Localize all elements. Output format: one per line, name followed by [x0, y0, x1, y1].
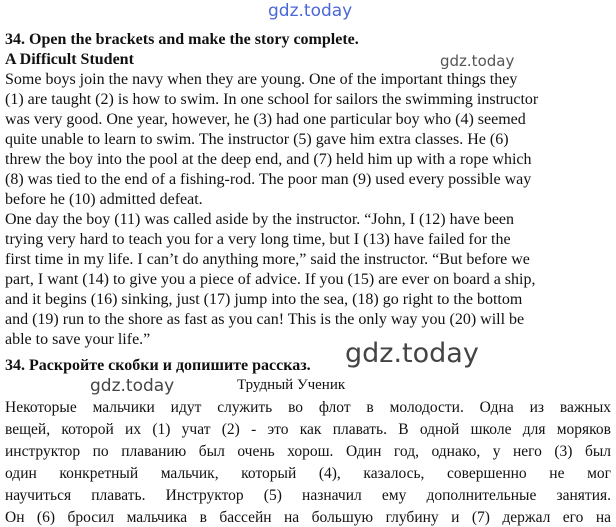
russian-line: Некоторые мальчики идут служить во флот в молодости. Одна из важных: [5, 399, 611, 416]
russian-story-text: [5, 400, 611, 527]
russian-line: инструктор по плаванию был очень хорош. Один год, однако, у него (3) был: [5, 443, 611, 460]
english-line: (8) was tied to the end of a fishing-rod. The poor man (9) used every possible way: [5, 171, 532, 188]
russian-line: вещей, которой их (1) учат (2) - это как плавать. В одной школе для моряков: [5, 421, 611, 438]
english-line: before he (10) admitted defeat.: [5, 191, 203, 208]
russian-exercise-heading: 34. Раскройте скобки и допишите рассказ.: [5, 357, 311, 374]
english-line: and it begins (16) sinking, just (17) jump into the sea, (18) go right to the bottom: [5, 291, 523, 308]
watermark-top: gdz.today: [268, 1, 353, 21]
english-line: first time in my life. I can’t do anything more,” said the instructor. “But before we: [5, 251, 530, 268]
english-story-text: [5, 72, 538, 352]
english-line: trying very hard to teach you for a very long time, but I (13) have failed for the: [5, 231, 511, 248]
english-exercise-heading: 34. Open the brackets and make the story complete.: [5, 31, 359, 48]
english-line: and (19) run to the shore as fast as you can! This is the only way you (20) will be: [5, 311, 525, 328]
russian-story-title: Трудный Ученик: [237, 377, 346, 393]
english-story-title: A Difficult Student: [5, 51, 134, 68]
english-line: Some boys join the navy when they are young. One of the important things they: [5, 71, 518, 88]
english-line: (1) are taught (2) is how to swim. In one school for sailors the swimming instructor: [5, 91, 539, 108]
english-line: part, I want (14) to give you a piece of advice. If you (15) are ever on board a ship,: [5, 271, 536, 288]
russian-line: научиться плавать. Инструктор (5) назначил ему дополнительные занятия.: [5, 487, 611, 504]
english-line: able to save your life.”: [5, 331, 151, 348]
russian-line: один конкретный мальчик, который (4), казалось, совершенно не мог: [5, 465, 611, 482]
english-line: threw the boy into the pool at the deep end, and (7) held him up with a rope which: [5, 151, 532, 168]
watermark-right: gdz.today: [440, 52, 515, 70]
english-line: One day the boy (11) was called aside by the instructor. “John, I (12) have been: [5, 211, 515, 228]
russian-line: Он (6) бросил мальчика в бассейн на большую глубину и (7) держал его на: [5, 509, 611, 526]
watermark-left: gdz.today: [90, 376, 175, 396]
watermark-middle: gdz.today: [345, 338, 479, 369]
english-line: quite unable to learn to swim. The instructor (5) gave him extra classes. He (6): [5, 131, 509, 148]
english-line: was very good. One year, however, he (3) had one particular boy who (4) seemed: [5, 111, 526, 128]
